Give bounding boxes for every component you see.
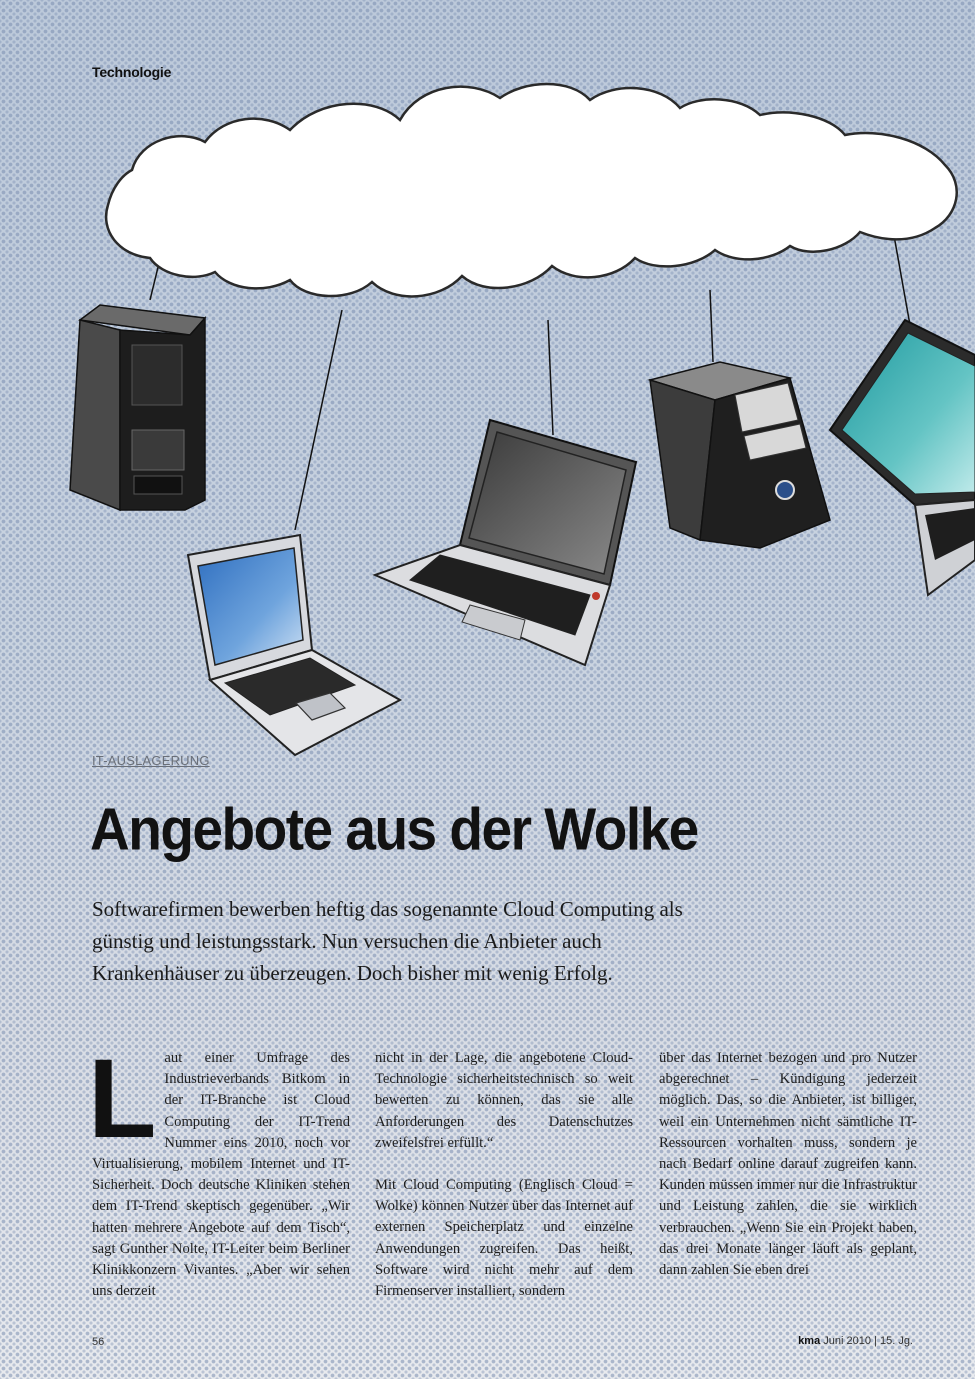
laptop-teal [830, 320, 975, 595]
tower-pc-left [70, 305, 205, 510]
issue-info [798, 1335, 913, 1347]
section-label: Technologie [92, 64, 172, 80]
column-2-paragraph-2: Mit Cloud Computing (Englisch Cloud = Wolke) können Nutzer über das Internet auf externen Speicherplatz und einzelne Anwendungen zugreifen. Das heißt, Software wird nicht mehr auf dem Firmenserver installiert, sondern [375, 1177, 633, 1300]
article-lead: Softwarefirmen bewerben heftig das sogenannte Cloud Computing als günstig und leistungsstark. Nun versuchen die Anbieter auch Krankenhäuser zu überzeugen. Doch bisher mit wenig Erfolg. [92, 897, 683, 985]
column-1 [88, 1036, 350, 1302]
cloud-computing-illustration [0, 70, 975, 770]
column-3 [659, 1048, 917, 1281]
article-title: Angebote aus der Wolke [90, 795, 698, 863]
article-kicker: IT-AUSLAGERUNG [92, 753, 210, 768]
column-3-text: über das Internet bezogen und pro Nutzer abgerechnet – Kündigung jederzeit möglich. Das, so die Anbieter, ist billiger, weil ein Unternehmen nicht sämtliche IT-Ressourcen vorhalten muss, sondern je nach Bedarf online darauf zugreifen kann. Kunden müssen immer nur die Infrastruktur und Leistung zahlen, die sie wirklich verbrauchen. „Wenn Sie ein Projekt haben, das drei Monate länger läuft als geplant, dann zahlen Sie eben drei [659, 1050, 917, 1279]
issue-date: Juni 2010 [823, 1335, 871, 1347]
column-1-text: aut einer Umfrage des Industrieverbands Bitkom in der IT-Branche ist Cloud Computing der IT-Trend Nummer eins 2010, noch vor Virtualisierung, mobilem Internet und IT-Sicherheit. Doch deutsche Kliniken stehen dem IT-Trend skeptisch gegenüber. „Wir hatten mehrere Angebote auf dem Tisch“, sagt Gunther Nolte, IT-Leiter beim Berliner Klinikkonzern Vivantes. „Aber wir sehen uns derzeit [92, 1050, 350, 1300]
laptop-dark [375, 420, 636, 665]
column-2 [375, 1048, 633, 1302]
laptop-blue [188, 535, 400, 755]
page-number: 56 [92, 1336, 105, 1348]
volume: 15. Jg. [879, 1335, 913, 1347]
tower-pc-right [650, 362, 830, 548]
article-body [88, 1036, 922, 1308]
magazine-brand: kma [798, 1335, 821, 1347]
drop-cap: L [88, 1036, 157, 1161]
cloud [106, 84, 957, 296]
column-2-paragraph-1: nicht in der Lage, die angebotene Cloud-Technologie sicherheitstechnisch so weit bewerten zu können, das sie alle Anforderungen des Datenschutzes zweifelsfrei erfüllt.“ [375, 1050, 633, 1151]
footer-separator: | [874, 1335, 877, 1347]
